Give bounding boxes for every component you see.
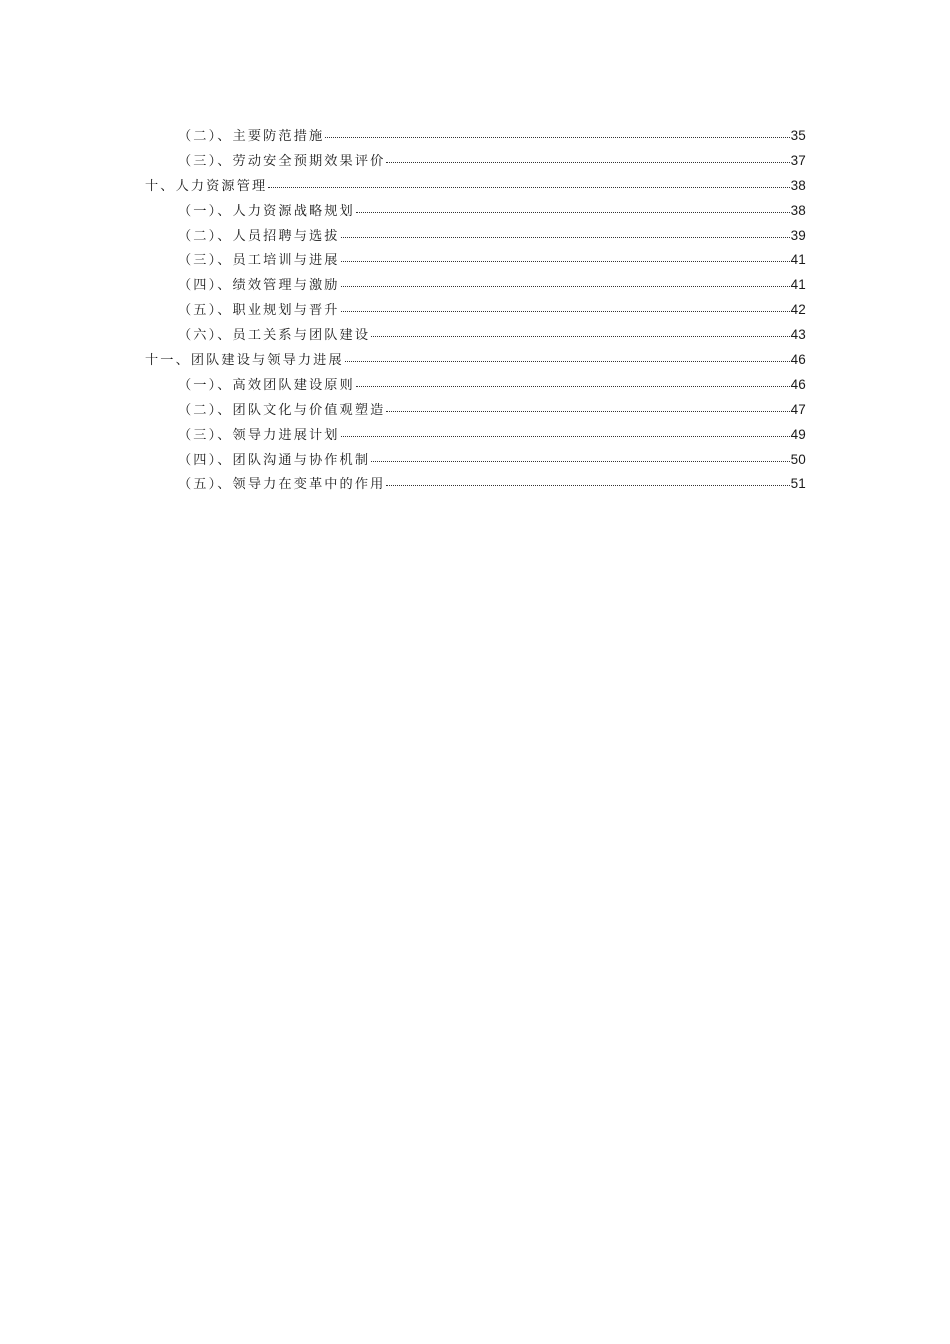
toc-entry-title: （二）、人员招聘与选拔 xyxy=(178,228,340,244)
table-of-contents xyxy=(145,126,806,499)
toc-entry-page: 43 xyxy=(790,327,806,343)
toc-entry-title: 十、人力资源管理 xyxy=(145,178,268,194)
toc-dot-leader xyxy=(341,285,790,287)
toc-entry[interactable] xyxy=(145,226,806,251)
toc-entry-title: （三）、劳动安全预期效果评价 xyxy=(178,153,386,169)
toc-entry-page: 38 xyxy=(790,202,806,218)
toc-dot-leader xyxy=(341,236,790,238)
toc-entry[interactable] xyxy=(145,325,806,350)
toc-entry-page: 37 xyxy=(790,152,806,168)
toc-dot-leader xyxy=(345,360,790,362)
toc-entry[interactable] xyxy=(145,425,806,450)
toc-dot-leader xyxy=(341,435,790,437)
toc-dot-leader xyxy=(386,410,789,412)
toc-entry-page: 49 xyxy=(790,426,806,442)
toc-entry-page: 35 xyxy=(790,128,806,143)
toc-entry-page: 39 xyxy=(790,227,806,243)
toc-entry[interactable] xyxy=(145,126,806,151)
toc-entry[interactable] xyxy=(145,275,806,300)
toc-dot-leader xyxy=(356,211,790,213)
toc-dot-leader xyxy=(386,161,789,163)
toc-dot-leader xyxy=(325,136,789,138)
toc-entry-page: 38 xyxy=(790,177,806,193)
toc-entry-page: 41 xyxy=(790,277,806,293)
toc-entry-page: 46 xyxy=(790,352,806,368)
toc-dot-leader xyxy=(341,260,790,262)
toc-entry-page: 51 xyxy=(790,476,806,492)
toc-entry-page: 46 xyxy=(790,376,806,392)
toc-entry-title: （五）、职业规划与晋升 xyxy=(178,303,340,319)
toc-entry-title: （四）、团队沟通与协作机制 xyxy=(178,452,371,468)
toc-dot-leader xyxy=(386,484,789,486)
toc-entry[interactable] xyxy=(145,151,806,176)
toc-entry-title: 十一、团队建设与领导力进展 xyxy=(145,353,344,369)
toc-entry[interactable] xyxy=(145,450,806,475)
toc-entry-title: （三）、员工培训与进展 xyxy=(178,253,340,269)
toc-entry-title: （二）、主要防范措施 xyxy=(178,129,325,144)
toc-dot-leader xyxy=(371,460,789,462)
toc-entry[interactable] xyxy=(145,250,806,275)
toc-dot-leader xyxy=(341,310,790,312)
toc-entry-page: 41 xyxy=(790,252,806,268)
toc-entry-title: （五）、领导力在变革中的作用 xyxy=(178,477,386,493)
toc-dot-leader xyxy=(356,385,790,387)
toc-entry-page: 50 xyxy=(790,451,806,467)
toc-dot-leader xyxy=(371,335,789,337)
toc-entry[interactable] xyxy=(145,400,806,425)
toc-entry-title: （六）、员工关系与团队建设 xyxy=(178,328,371,344)
toc-chapter-entry[interactable] xyxy=(145,176,806,201)
toc-entry-title: （三）、领导力进展计划 xyxy=(178,427,340,443)
toc-entry[interactable] xyxy=(145,474,806,499)
toc-dot-leader xyxy=(268,186,789,188)
toc-chapter-entry[interactable] xyxy=(145,350,806,375)
toc-entry-page: 47 xyxy=(790,401,806,417)
toc-entry-title: （二）、团队文化与价值观塑造 xyxy=(178,402,386,418)
toc-entry[interactable] xyxy=(145,375,806,400)
toc-entry-page: 42 xyxy=(790,302,806,318)
toc-entry-title: （四）、绩效管理与激励 xyxy=(178,278,340,294)
toc-entry-title: （一）、人力资源战略规划 xyxy=(178,203,355,219)
toc-entry-title: （一）、高效团队建设原则 xyxy=(178,377,355,393)
toc-entry[interactable] xyxy=(145,201,806,226)
toc-entry[interactable] xyxy=(145,300,806,325)
